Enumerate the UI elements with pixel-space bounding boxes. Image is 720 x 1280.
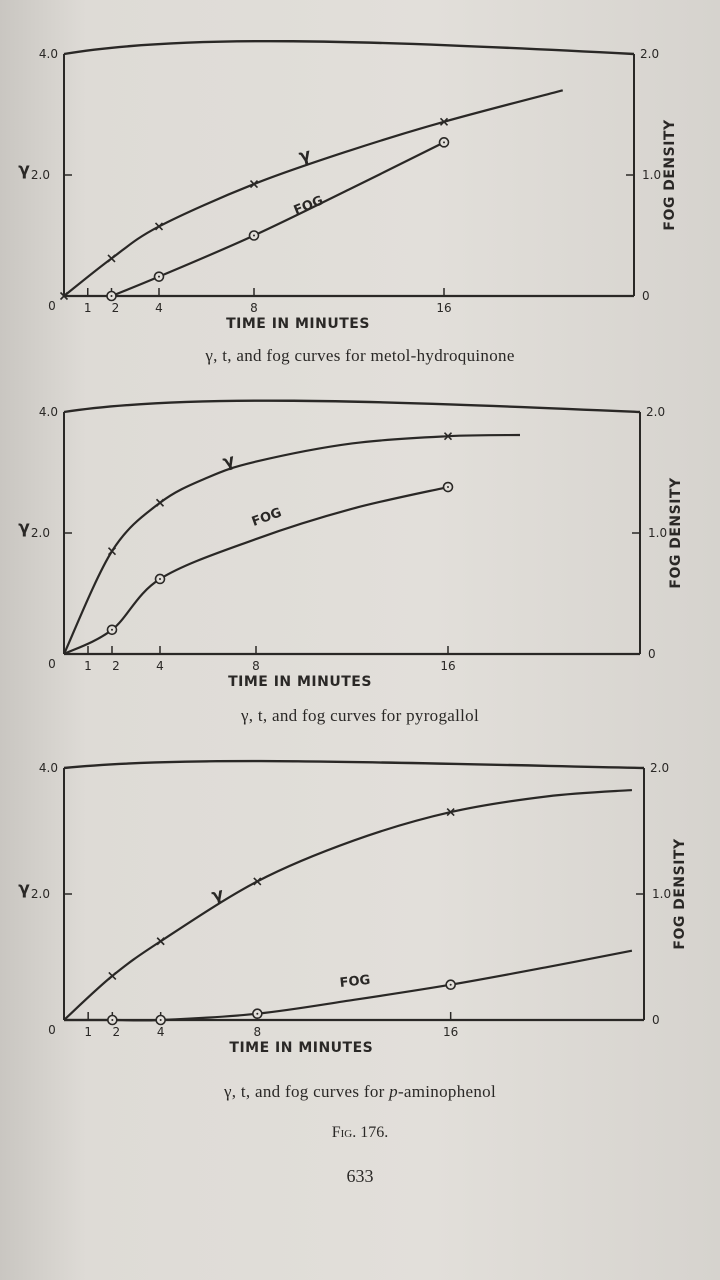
plot-frame-top xyxy=(64,401,640,412)
caption-text-start: γ, t, and fog curves for xyxy=(224,1082,390,1101)
fog-point-center xyxy=(447,486,449,488)
gamma-point xyxy=(108,255,115,262)
x-origin-label: 0 xyxy=(48,657,56,671)
fog-point-center xyxy=(160,1019,162,1021)
x-axis-label: TIME IN MINUTES xyxy=(226,316,370,332)
y-left-tick-label: 2.0 xyxy=(30,168,50,182)
x-tick-label: 4 xyxy=(155,301,163,315)
y-left-axis-label: γ xyxy=(18,160,30,180)
x-tick-label: 16 xyxy=(443,1025,459,1039)
gamma-point-marker xyxy=(109,548,116,555)
caption-p-aminophenol xyxy=(0,1082,720,1102)
x-tick-label: 8 xyxy=(252,659,260,673)
y-left-tick-label: 2.0 xyxy=(30,526,50,540)
caption-italic-p: p xyxy=(389,1082,398,1101)
caption-metol-hydroquinone: γ, t, and fog curves for metol-hydroquinone xyxy=(205,346,515,365)
series-label-gamma: γ xyxy=(297,144,313,167)
x-tick-label: 1 xyxy=(84,659,92,673)
x-origin-label: 0 xyxy=(48,1023,56,1037)
fog-point-center xyxy=(158,276,160,278)
fog-point-center xyxy=(450,984,452,986)
x-tick-label: 2 xyxy=(112,659,120,673)
series-line-fog xyxy=(64,487,448,654)
series-line-gamma xyxy=(64,90,563,296)
x-axis-label: TIME IN MINUTES xyxy=(229,1040,374,1056)
y-left-tick-label: 4.0 xyxy=(38,47,58,61)
y-right-tick-label: 2.0 xyxy=(646,405,666,419)
plot-frame-top xyxy=(64,41,634,54)
page-number: 633 xyxy=(346,1166,374,1186)
x-tick-label: 8 xyxy=(253,1025,262,1039)
x-origin-label: 0 xyxy=(48,299,56,313)
series-line-gamma xyxy=(64,435,520,654)
fog-point-center xyxy=(256,1013,258,1015)
chart-metol-hydroquinone xyxy=(0,30,720,340)
y-right-tick-label: 2.0 xyxy=(640,47,660,61)
gamma-point xyxy=(254,878,261,885)
y-right-axis-label: FOG DENSITY xyxy=(662,119,678,231)
caption-text-end: -aminophenol xyxy=(397,1082,496,1101)
y-left-tick-label: 4.0 xyxy=(38,761,58,775)
fog-point-center xyxy=(111,629,113,631)
chart-pyrogallol xyxy=(0,392,720,702)
gamma-point-marker xyxy=(157,938,164,945)
y-left-axis-label: γ xyxy=(18,879,30,899)
gamma-point-marker xyxy=(157,499,164,506)
gamma-point xyxy=(109,972,116,979)
y-right-axis-label: FOG DENSITY xyxy=(668,477,684,589)
fog-point-center xyxy=(159,578,161,580)
gamma-point-marker xyxy=(109,972,116,979)
x-tick-label: 16 xyxy=(436,301,452,315)
gamma-point xyxy=(157,938,164,945)
y-left-tick-label: 2.0 xyxy=(30,887,50,901)
x-tick-label: 4 xyxy=(156,1025,165,1039)
y-right-tick-label: 0 xyxy=(652,1013,660,1027)
y-right-tick-label: 2.0 xyxy=(650,761,670,775)
x-tick-label: 4 xyxy=(156,659,164,673)
chart-p-aminophenol xyxy=(0,752,720,1082)
gamma-point-marker xyxy=(254,878,261,885)
fog-point-center xyxy=(111,1019,113,1021)
y-right-tick-label: 0 xyxy=(642,289,650,303)
gamma-point xyxy=(156,223,163,230)
gamma-point-marker xyxy=(156,223,163,230)
y-right-tick-label: 1.0 xyxy=(648,526,668,540)
x-tick-label: 8 xyxy=(250,301,258,315)
y-right-axis-label: FOG DENSITY xyxy=(672,838,688,950)
series-label-fog: FOG xyxy=(338,972,371,991)
plot-frame-top xyxy=(64,761,644,768)
series-label-gamma: γ xyxy=(220,450,237,473)
caption-pyrogallol: γ, t, and fog curves for pyrogallol xyxy=(240,706,479,725)
figure-label: Fig. 176. xyxy=(331,1124,389,1141)
fog-point-center xyxy=(253,235,255,237)
gamma-point xyxy=(157,499,164,506)
fog-point-center xyxy=(111,295,113,297)
y-right-tick-label: 1.0 xyxy=(642,168,662,182)
gamma-point-marker xyxy=(108,255,115,262)
x-tick-label: 16 xyxy=(440,659,456,673)
gamma-point xyxy=(109,548,116,555)
y-right-tick-label: 0 xyxy=(648,647,656,661)
series-label-fog: FOG xyxy=(249,505,284,530)
x-tick-label: 1 xyxy=(83,301,92,315)
x-tick-label: 1 xyxy=(84,1025,92,1039)
fog-point-center xyxy=(443,141,445,143)
x-tick-label: 2 xyxy=(111,301,120,315)
y-left-tick-label: 4.0 xyxy=(38,405,58,419)
y-right-tick-label: 1.0 xyxy=(652,887,672,901)
x-axis-label: TIME IN MINUTES xyxy=(228,674,372,690)
series-label-fog: FOG xyxy=(291,193,326,219)
series-label-gamma: γ xyxy=(209,884,226,907)
x-tick-label: 2 xyxy=(112,1025,121,1039)
y-left-axis-label: γ xyxy=(18,518,30,538)
